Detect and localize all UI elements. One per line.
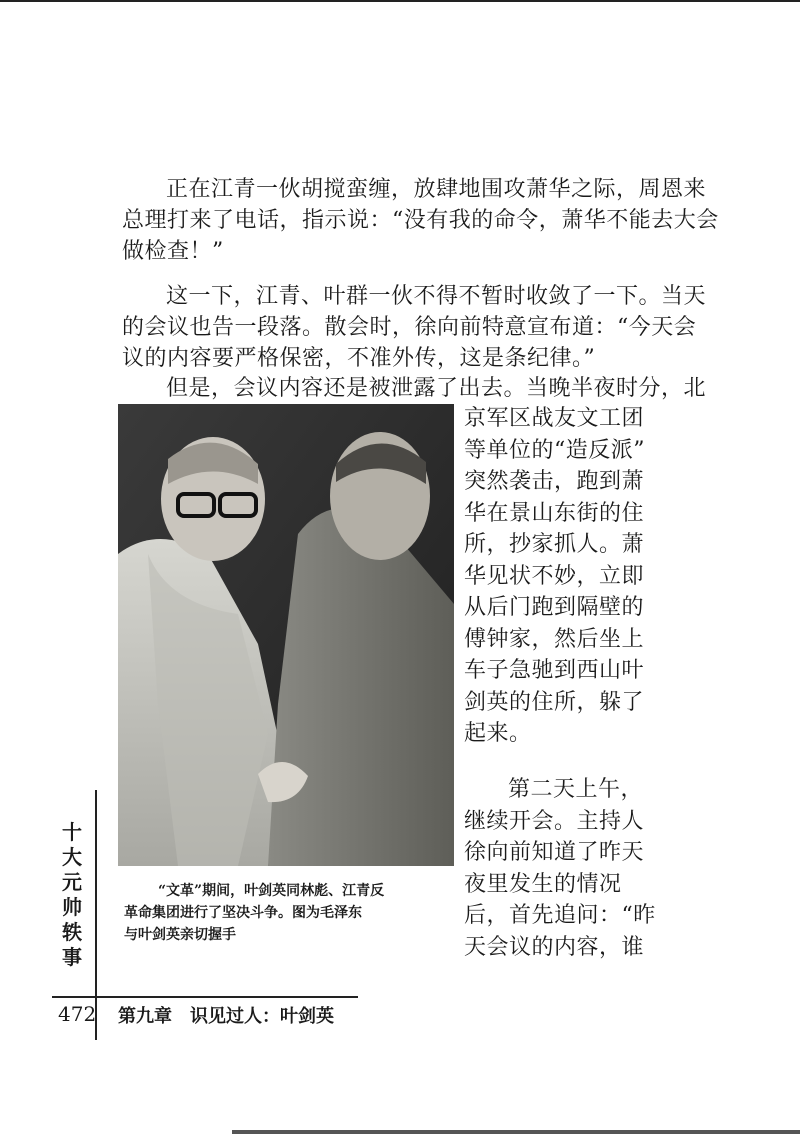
photo-caption: “文革”期间，叶剑英同林彪、江青反 革命集团进行了坚决斗争。图为毛泽东 与叶剑英亲切握手: [124, 883, 385, 943]
side-column-paragraph-4: 第二天上午， 继续开会。主持人 徐向前知道了昨天 夜里发生的情况 后，首先追问：“昨 天会议的内容，谁: [464, 777, 656, 960]
side-column-paragraph-3: 京军区战友文工团 等单位的“造反派” 突然袭击，跑到萧 华在景山东街的住 所，抄家抓人。萧 华见状不妙，立即 从后门跑到隔壁的 傅钟家，然后坐上 车子急驰到西山叶 剑英的住所，躲了 起来。: [464, 406, 645, 746]
paragraph-2: 这一下，江青、叶群一伙不得不暂时收敛了一下。当天 的会议也告一段落。散会时，徐向前特意宣布道：“今天会 议的内容要严格保密，不准外传，这是条纪律。”: [122, 284, 707, 371]
scan-edge-mark: [232, 1130, 800, 1134]
page-number: 472: [58, 1002, 97, 1026]
vertical-book-title: 十 大 元 帅 轶 事: [62, 820, 82, 969]
photo-mao-ye-handshake: [118, 404, 454, 866]
footer-rule: [52, 996, 358, 998]
paragraph-1: 正在江青一伙胡搅蛮缠，放肆地围攻萧华之际，周恩来 总理打来了电话，指示说：“没有我的命令，萧华不能去大会 做检查！”: [122, 177, 719, 264]
top-border-line: [0, 0, 800, 2]
photo-illustration: [118, 404, 454, 866]
chapter-title: 第九章 识见过人：叶剑英: [118, 1006, 334, 1027]
paragraph-3-first-line: 但是，会议内容还是被泄露了出去。当晚半夜时分，北: [166, 376, 707, 401]
